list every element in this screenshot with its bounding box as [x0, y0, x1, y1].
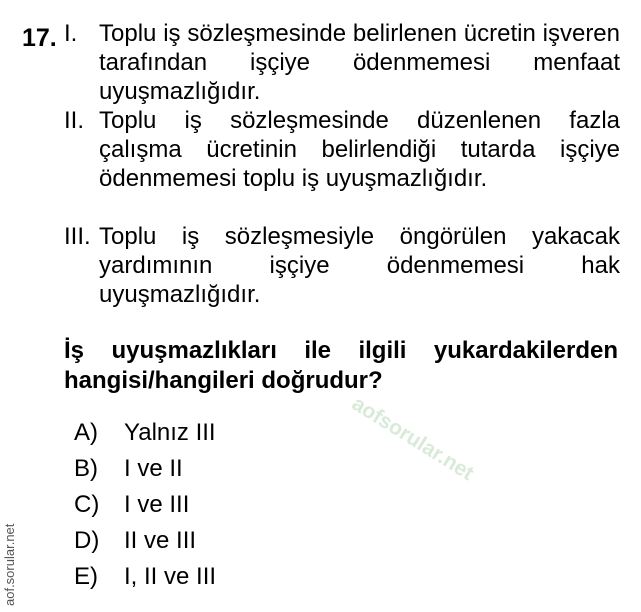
statement-1	[64, 19, 620, 106]
watermark-center: aofsorular.net	[347, 392, 478, 486]
option-b-text: I ve II	[124, 455, 183, 482]
statement-1-text: Toplu iş sözleşmesinde belirlenen ücretin işveren tarafından işçiye ödenmemesi menfaat uyuşmazlığıdır.	[99, 20, 620, 105]
statement-2-text: Toplu iş sözleşmesinde düzenlenen fazla çalışma ücretinin belirlendiği tutarda işçiye ödenmemesi toplu iş uyuşmazlığıdır.	[99, 107, 620, 192]
statement-2-numeral: II.	[64, 107, 85, 134]
statement-3	[64, 222, 620, 309]
statement-2	[64, 106, 620, 193]
option-e-text: I, II ve III	[124, 563, 217, 590]
option-d-text: II ve III	[124, 527, 197, 554]
option-c-letter: C)	[74, 491, 100, 518]
option-b-letter: B)	[74, 455, 98, 482]
question-prompt: İş uyuşmazlıkları ile ilgili yukardakilerden hangisi/hangileri doğrudur?	[64, 337, 618, 394]
statement-3-numeral: III.	[64, 223, 91, 250]
statement-3-text: Toplu iş sözleşmesiyle öngörülen yakacak yardımının işçiye ödenmemesi hak uyuşmazlığıdır.	[99, 223, 620, 308]
option-d-letter: D)	[74, 527, 100, 554]
question-number: 17.	[22, 24, 57, 52]
watermark-side: aof.sorular.net	[2, 523, 17, 606]
option-a-letter: A)	[74, 419, 98, 446]
statement-1-numeral: I.	[64, 20, 78, 47]
option-e-letter: E)	[74, 563, 98, 590]
option-c-text: I ve III	[124, 491, 190, 518]
option-a-text: Yalnız III	[124, 419, 216, 446]
